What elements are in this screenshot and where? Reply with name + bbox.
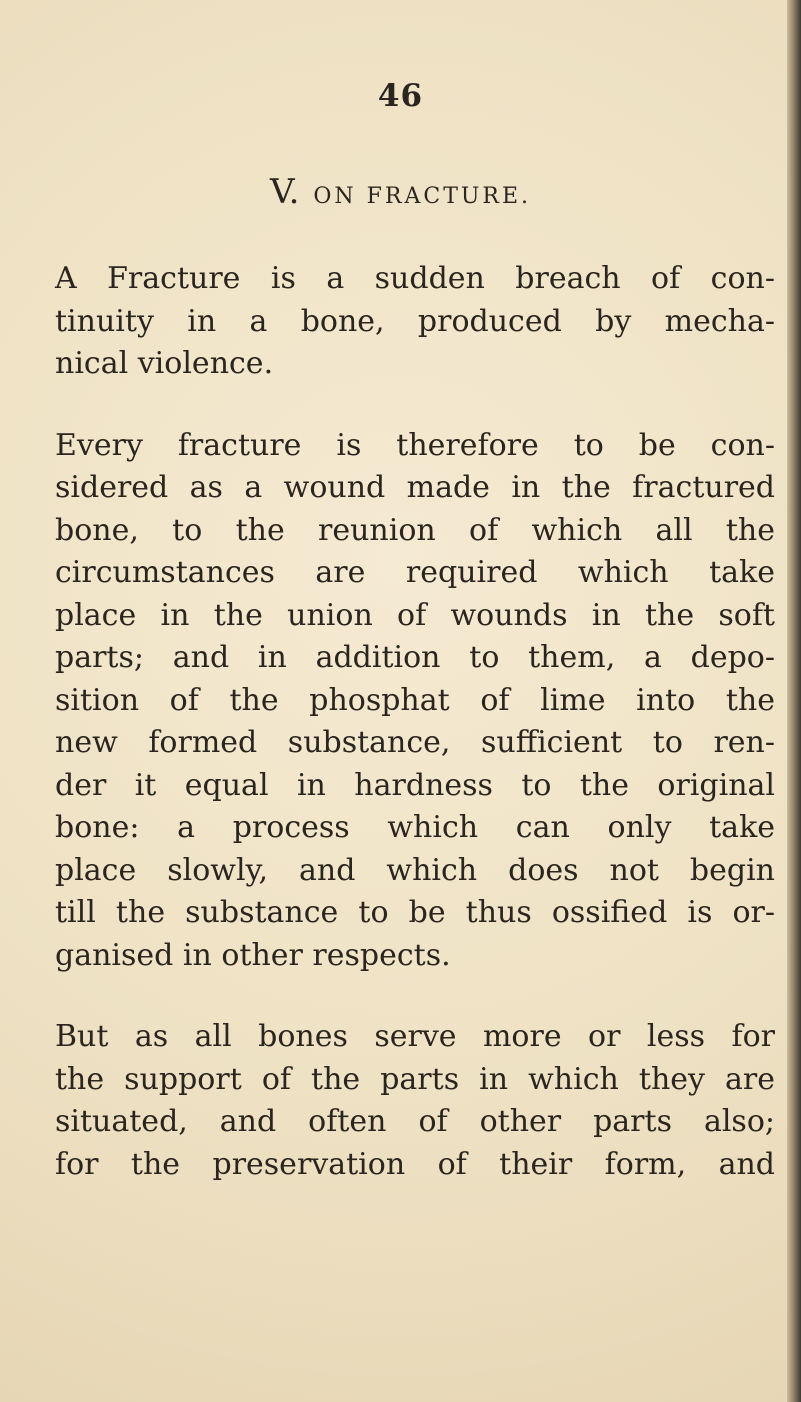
text-line: tinuity in a bone, produced by mecha- bbox=[55, 303, 775, 339]
paragraph bbox=[55, 425, 775, 978]
text-line: place slowly, and which does not begin bbox=[55, 852, 775, 888]
text-line: nical violence. bbox=[55, 346, 274, 381]
text-line: ganised in other respects. bbox=[55, 937, 451, 973]
text-line: sidered as a wound made in the fractured bbox=[55, 470, 775, 505]
chapter-heading bbox=[0, 172, 801, 212]
text-line: situated, and often of other parts also; bbox=[55, 1104, 775, 1139]
paragraph bbox=[55, 258, 775, 386]
text-line: new formed substance, sufficient to ren- bbox=[55, 725, 775, 760]
text-line: the support of the parts in which they are bbox=[55, 1061, 775, 1097]
text-line: But as all bones serve more or less for bbox=[55, 1019, 775, 1054]
paragraph bbox=[55, 1016, 775, 1186]
text-line: sition of the phosphat of lime into the bbox=[55, 682, 775, 718]
chapter-numeral: V. bbox=[269, 172, 300, 212]
text-line: till the substance to be thus ossified is or- bbox=[55, 895, 775, 930]
text-line: for the preservation of their form, and bbox=[55, 1146, 775, 1182]
text-line: parts; and in addition to them, a depo- bbox=[55, 640, 775, 675]
text-line: Every fracture is therefore to be con- bbox=[55, 427, 775, 463]
page-number: 46 bbox=[377, 78, 424, 114]
text-line: circumstances are required which take bbox=[55, 555, 775, 590]
chapter-title: ON FRACTURE. bbox=[313, 184, 532, 209]
text-line: place in the union of wounds in the soft bbox=[55, 597, 775, 633]
text-line: bone: a process which can only take bbox=[55, 810, 775, 845]
text-line: A Fracture is a sudden breach of con- bbox=[55, 261, 775, 296]
text-line: der it equal in hardness to the original bbox=[55, 767, 775, 803]
text-line: bone, to the reunion of which all the bbox=[55, 512, 775, 548]
body-text bbox=[55, 258, 775, 1186]
